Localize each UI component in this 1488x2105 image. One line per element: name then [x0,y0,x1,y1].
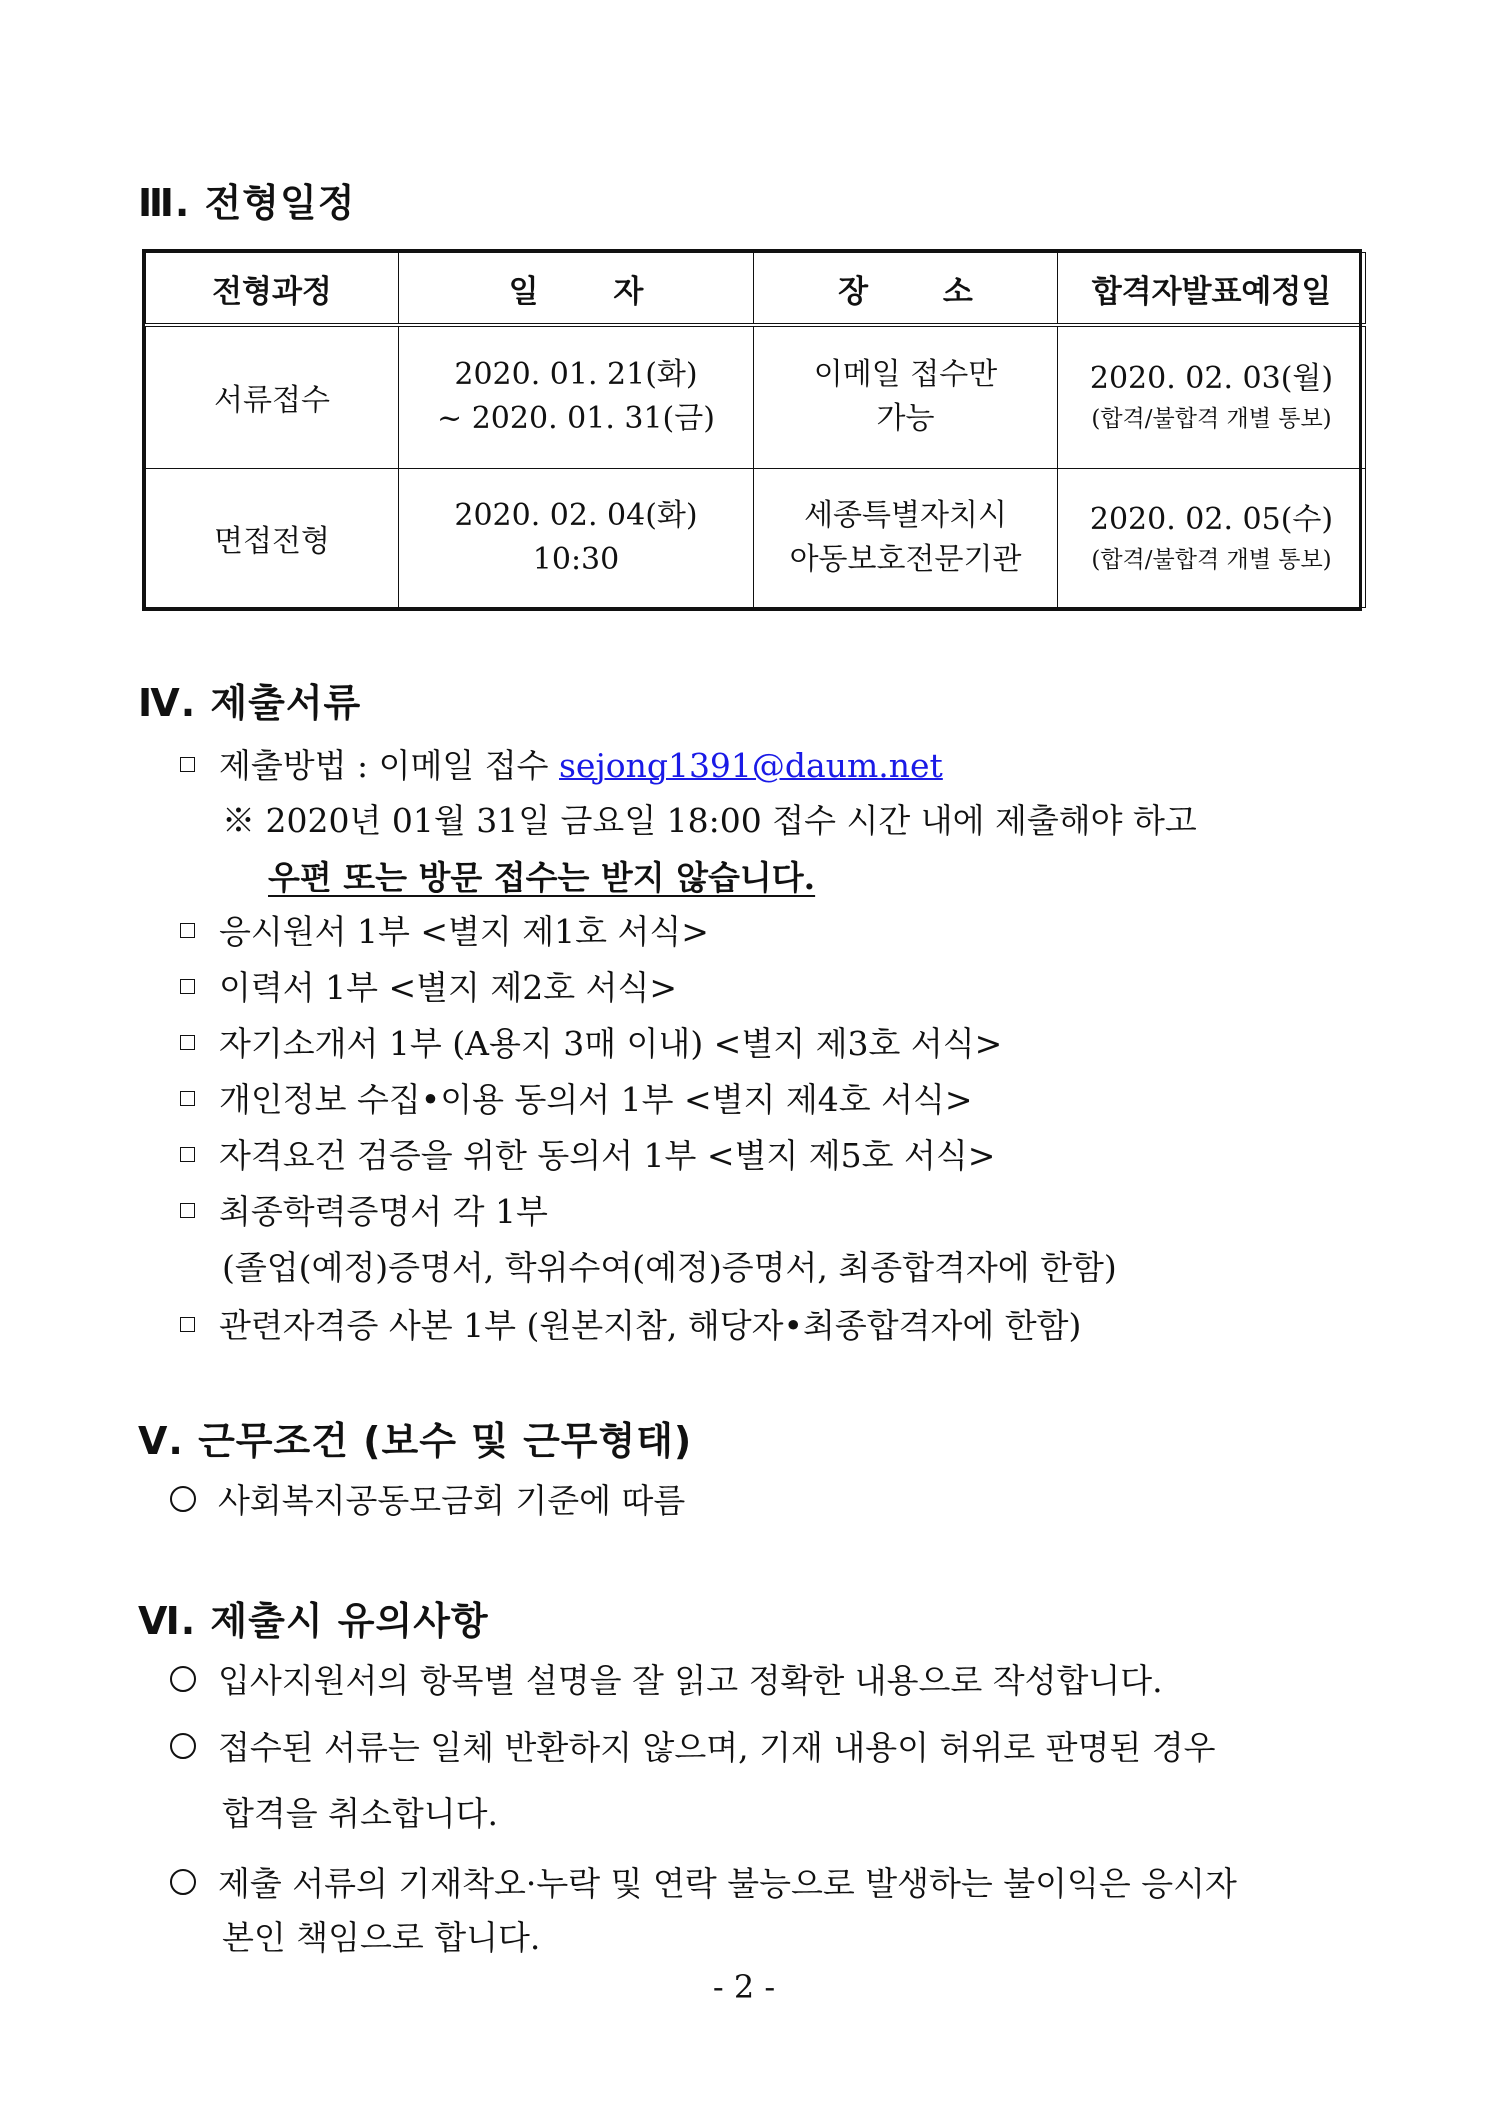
square-bullet-icon [180,923,195,938]
schedule-header-row [146,253,1366,326]
announce-cell [1058,325,1366,468]
list-item [180,1300,1081,1347]
date-start: 2020. 01. 21(화) [454,357,698,393]
condition-item [170,1475,685,1522]
section-title-cautions: Ⅵ. 제출시 유의사항 [138,1599,489,1643]
email-link[interactable]: sejong1391@daum.net [559,746,943,785]
circle-bullet-icon [170,1486,196,1512]
announce-cell [1058,468,1366,608]
place-cell [754,468,1058,608]
method-label: 제출방법 : 이메일 접수 [219,746,549,785]
square-bullet-icon [180,979,195,994]
list-item [180,1018,1002,1065]
date-start: 2020. 02. 04(화) [454,497,698,533]
section-title-documents: Ⅳ. 제출서류 [138,681,362,725]
no-mail-note [268,852,815,899]
education-note: (졸업(예정)증명서, 학위수여(예정)증명서, 최종합격자에 한함) [222,1248,1117,1287]
item-text: 자기소개서 1부 (A용지 3매 이내) <별지 제3호 서식> [219,1024,1003,1063]
caution-text: 접수된 서류는 일체 반환하지 않으며, 기재 내용이 허위로 판명된 경우 [218,1728,1216,1767]
square-bullet-icon [180,1035,195,1050]
section-title-conditions: Ⅴ. 근무조건 (보수 및 근무형태) [138,1419,693,1463]
announce-note: (합격/불합격 개별 통보) [1091,406,1332,433]
caution-text: 제출 서류의 기재착오·누락 및 연락 불능으로 발생하는 불이익은 응시자 [218,1864,1237,1903]
place-line: 가능 [876,401,935,437]
submission-method [180,740,943,787]
circle-bullet-icon [170,1733,196,1759]
caution-item [170,1858,1237,1905]
list-item [180,1074,973,1121]
list-item [180,1130,995,1177]
item-text: 개인정보 수집•이용 동의서 1부 <별지 제4호 서식> [219,1080,973,1119]
item-text: 이력서 1부 <별지 제2호 서식> [219,968,678,1007]
header-announce: 합격자발표예정일 [1058,253,1366,326]
item-text: 응시원서 1부 <별지 제1호 서식> [219,912,709,951]
page-number: - 2 - [712,1968,776,2006]
place-line: 세종특별자치시 [804,497,1007,533]
announce-date: 2020. 02. 05(수) [1089,501,1334,537]
circle-bullet-icon [170,1666,196,1692]
list-item [180,906,709,953]
square-bullet-icon [180,1317,195,1332]
no-mail-text: 우편 또는 방문 접수는 받지 않습니다. [268,858,816,897]
circle-bullet-icon [170,1869,196,1895]
date-time: 10:30 [532,541,620,577]
section-title-schedule: Ⅲ. 전형일정 [138,181,356,225]
header-date: 일 자 [399,253,754,326]
place-line: 아동보호전문기관 [789,541,1022,577]
item-text: 최종학력증명서 각 1부 [219,1192,548,1231]
item-text: 관련자격증 사본 1부 (원본지참, 해당자•최종합격자에 한함) [219,1306,1082,1345]
date-cell [399,325,754,468]
caution-item [170,1722,1215,1769]
square-bullet-icon [180,757,195,772]
announce-note: (합격/불합격 개별 통보) [1091,546,1332,573]
stage-cell: 서류접수 [146,325,399,468]
square-bullet-icon [180,1147,195,1162]
date-end: ~ 2020. 01. 31(금) [437,401,715,437]
square-bullet-icon [180,1203,195,1218]
square-bullet-icon [180,1091,195,1106]
stage-cell: 면접전형 [146,468,399,608]
caution-item [170,1655,1163,1702]
item-text: 자격요건 검증을 위한 동의서 1부 <별지 제5호 서식> [219,1136,996,1175]
schedule-table [142,249,1362,611]
list-item [180,962,677,1009]
caution-continuation: 본인 책임으로 합니다. [222,1918,541,1957]
caution-continuation: 합격을 취소합니다. [222,1794,499,1833]
caution-text: 입사지원서의 항목별 설명을 잘 읽고 정확한 내용으로 작성합니다. [218,1661,1163,1700]
place-cell [754,325,1058,468]
table-row [146,325,1366,468]
list-item [180,1186,548,1233]
deadline-note: ※ 2020년 01월 31일 금요일 18:00 접수 시간 내에 제출해야 하고 [222,801,1197,840]
header-stage: 전형과정 [146,253,399,326]
date-cell [399,468,754,608]
table-row [146,468,1366,608]
condition-text: 사회복지공동모금회 기준에 따름 [218,1481,686,1520]
place-line: 이메일 접수만 [813,357,998,393]
announce-date: 2020. 02. 03(월) [1089,361,1334,397]
header-place: 장 소 [754,253,1058,326]
